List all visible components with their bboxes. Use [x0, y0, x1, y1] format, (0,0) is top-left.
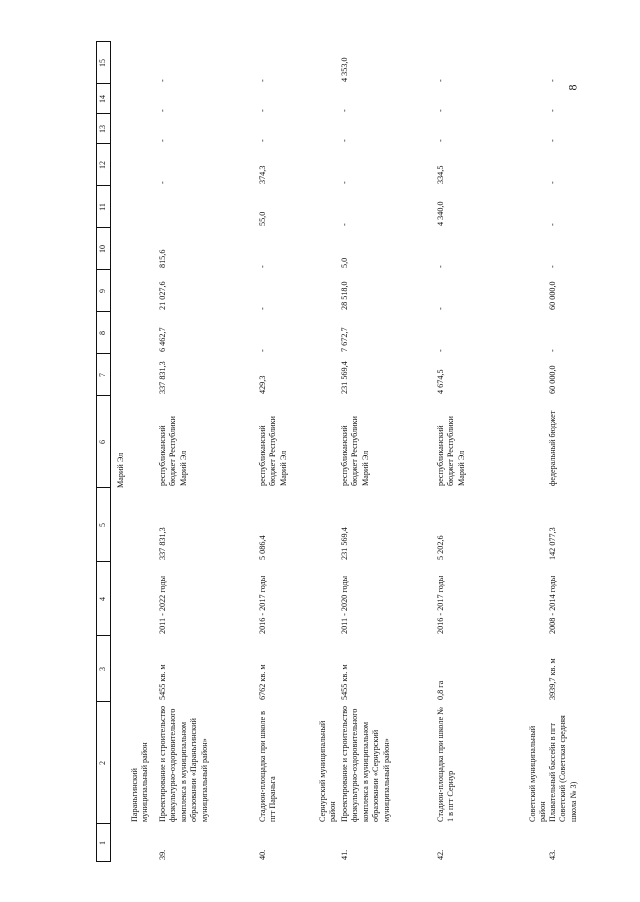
row-value-c7: 337 831,3 — [158, 361, 167, 394]
header-divider — [96, 395, 111, 396]
row-object-name: Плавательный бассейн в пгт Советский (Советская средняя школа № 3) — [548, 715, 578, 822]
header-divider — [96, 185, 111, 186]
header-col-8: 8 — [98, 331, 107, 335]
header-col-9: 9 — [98, 289, 107, 293]
header-col-6: 6 — [98, 440, 107, 444]
row-value-c10: 815,6 — [158, 249, 167, 268]
header-divider — [96, 269, 111, 270]
row-capacity: 6762 кв. м — [258, 664, 267, 700]
row-total-cost: 231 569,4 — [340, 527, 349, 560]
row-value-c12: 374,3 — [258, 165, 267, 184]
row-value-c11: 55,0 — [258, 211, 267, 226]
row-object-name: Проектирование и строительство физкультурно-оздоровительного комплекса в муниципальном образовании «Сернурский муниципальный район» — [340, 705, 391, 822]
row-number: 42. — [436, 849, 445, 860]
row-value-c14: - — [158, 109, 167, 112]
row-value-c8: 6 462,7 — [158, 327, 167, 352]
row-value-c9: - — [258, 307, 267, 310]
header-divider — [96, 635, 111, 636]
row-value-c12: - — [548, 181, 557, 184]
row-funding-source: республиканский бюджет Республики Марий Эл — [258, 416, 288, 486]
row-capacity: 5455 кв. м — [340, 664, 349, 700]
row-total-cost: 337 831,3 — [158, 527, 167, 560]
row-value-c9: 28 518,0 — [340, 281, 349, 310]
row-object-name: Стадион-площадка при школе № 1 в пгт Сернур — [436, 707, 456, 822]
row-object-name: Проектирование и строительство физкультурно-оздоровительного комплекса в муниципальном образовании «Параньгинский муниципальный район» — [158, 705, 209, 822]
header-col-2: 2 — [98, 761, 107, 765]
district-heading-sovetsky: Советский муниципальный район — [528, 725, 548, 822]
header-divider — [96, 143, 111, 144]
header-col-12: 12 — [98, 161, 107, 169]
header-divider — [96, 113, 111, 114]
header-divider — [96, 311, 111, 312]
row-funding-source: республиканский бюджет Республики Марий Эл — [340, 416, 370, 486]
header-col-5: 5 — [98, 523, 107, 527]
row-value-c13: - — [548, 139, 557, 142]
header-col-10: 10 — [98, 245, 107, 253]
row-value-c9: 60 000,0 — [548, 281, 557, 310]
header-col-11: 11 — [98, 203, 107, 211]
row-value-c8: - — [258, 349, 267, 352]
district-heading-paranginsky: Параньгинский муниципальный район — [130, 742, 150, 822]
region-label: Марий Эл — [116, 452, 125, 488]
row-capacity: 3939,7 кв. м — [548, 658, 557, 700]
row-number: 43. — [548, 849, 557, 860]
row-value-c13: - — [436, 139, 445, 142]
row-value-c14: - — [258, 109, 267, 112]
header-col-7: 7 — [98, 373, 107, 377]
row-object-name: Стадион-площадка при школе в пгт Параньга — [258, 710, 278, 822]
row-capacity: 5455 кв. м — [158, 664, 167, 700]
row-years: 2011 - 2020 годы — [340, 576, 349, 634]
row-value-c8: 7 672,7 — [340, 327, 349, 352]
row-value-c12: - — [158, 181, 167, 184]
row-value-c15: - — [258, 79, 267, 82]
row-value-c7: 231 569,4 — [340, 361, 349, 394]
header-divider — [96, 861, 111, 862]
row-value-c13: - — [158, 139, 167, 142]
row-value-c7: 429,3 — [258, 375, 267, 394]
row-value-c11: - — [340, 223, 349, 226]
header-divider — [96, 823, 111, 824]
row-years: 2016 - 2017 годы — [258, 575, 267, 634]
row-value-c15: 4 353,0 — [340, 57, 349, 82]
row-value-c10: - — [548, 265, 557, 268]
row-value-c14: - — [340, 109, 349, 112]
row-total-cost: 142 077,3 — [548, 527, 557, 560]
row-total-cost: 5 086,4 — [258, 535, 267, 560]
row-value-c12: - — [340, 181, 349, 184]
row-value-c11: 4 340,0 — [436, 201, 445, 226]
row-value-c8: - — [436, 349, 445, 352]
header-bottom-line — [110, 42, 111, 862]
header-col-15: 15 — [98, 59, 107, 67]
header-col-1: 1 — [98, 841, 107, 845]
header-divider — [96, 561, 111, 562]
header-divider — [96, 487, 111, 488]
header-divider — [96, 227, 111, 228]
row-value-c10: - — [258, 265, 267, 268]
row-value-c7: 60 000,0 — [548, 365, 557, 394]
header-col-3: 3 — [98, 667, 107, 671]
row-value-c12: 334,5 — [436, 165, 445, 184]
row-value-c13: - — [340, 139, 349, 142]
district-heading-sernursky: Сернурский муниципальный район — [318, 720, 338, 822]
header-divider — [96, 41, 111, 42]
row-number: 39. — [158, 849, 167, 860]
header-col-14: 14 — [98, 95, 107, 103]
row-number: 41. — [340, 849, 349, 860]
row-funding-source: республиканский бюджет Республики Марий Эл — [158, 416, 188, 486]
row-value-c7: 4 674,5 — [436, 369, 445, 394]
header-divider — [96, 701, 111, 702]
row-value-c10: - — [436, 265, 445, 268]
row-value-c15: - — [548, 79, 557, 82]
header-divider — [96, 83, 111, 84]
row-value-c11: - — [548, 223, 557, 226]
row-value-c14: - — [548, 109, 557, 112]
row-value-c9: 21 027,6 — [158, 281, 167, 310]
row-years: 2008 - 2014 годы — [548, 575, 557, 634]
row-value-c14: - — [436, 109, 445, 112]
row-capacity: 0,8 га — [436, 680, 445, 700]
row-value-c15: - — [158, 79, 167, 82]
row-value-c13: - — [258, 139, 267, 142]
row-years: 2011 - 2022 годы — [158, 576, 167, 634]
header-top-line — [96, 42, 97, 862]
row-funding-source: федеральный бюджет — [548, 410, 557, 486]
row-value-c15: - — [436, 79, 445, 82]
row-funding-source: республиканский бюджет Республики Марий Эл — [436, 416, 466, 486]
row-value-c9: - — [436, 307, 445, 310]
row-number: 40. — [258, 849, 267, 860]
row-value-c10: 5,0 — [340, 257, 349, 268]
header-col-4: 4 — [98, 597, 107, 601]
page-number: 8 — [565, 84, 580, 91]
header-col-13: 13 — [98, 125, 107, 133]
row-value-c8: - — [548, 349, 557, 352]
row-years: 2016 - 2017 годы — [436, 575, 445, 634]
header-divider — [96, 353, 111, 354]
row-total-cost: 5 202,6 — [436, 535, 445, 560]
